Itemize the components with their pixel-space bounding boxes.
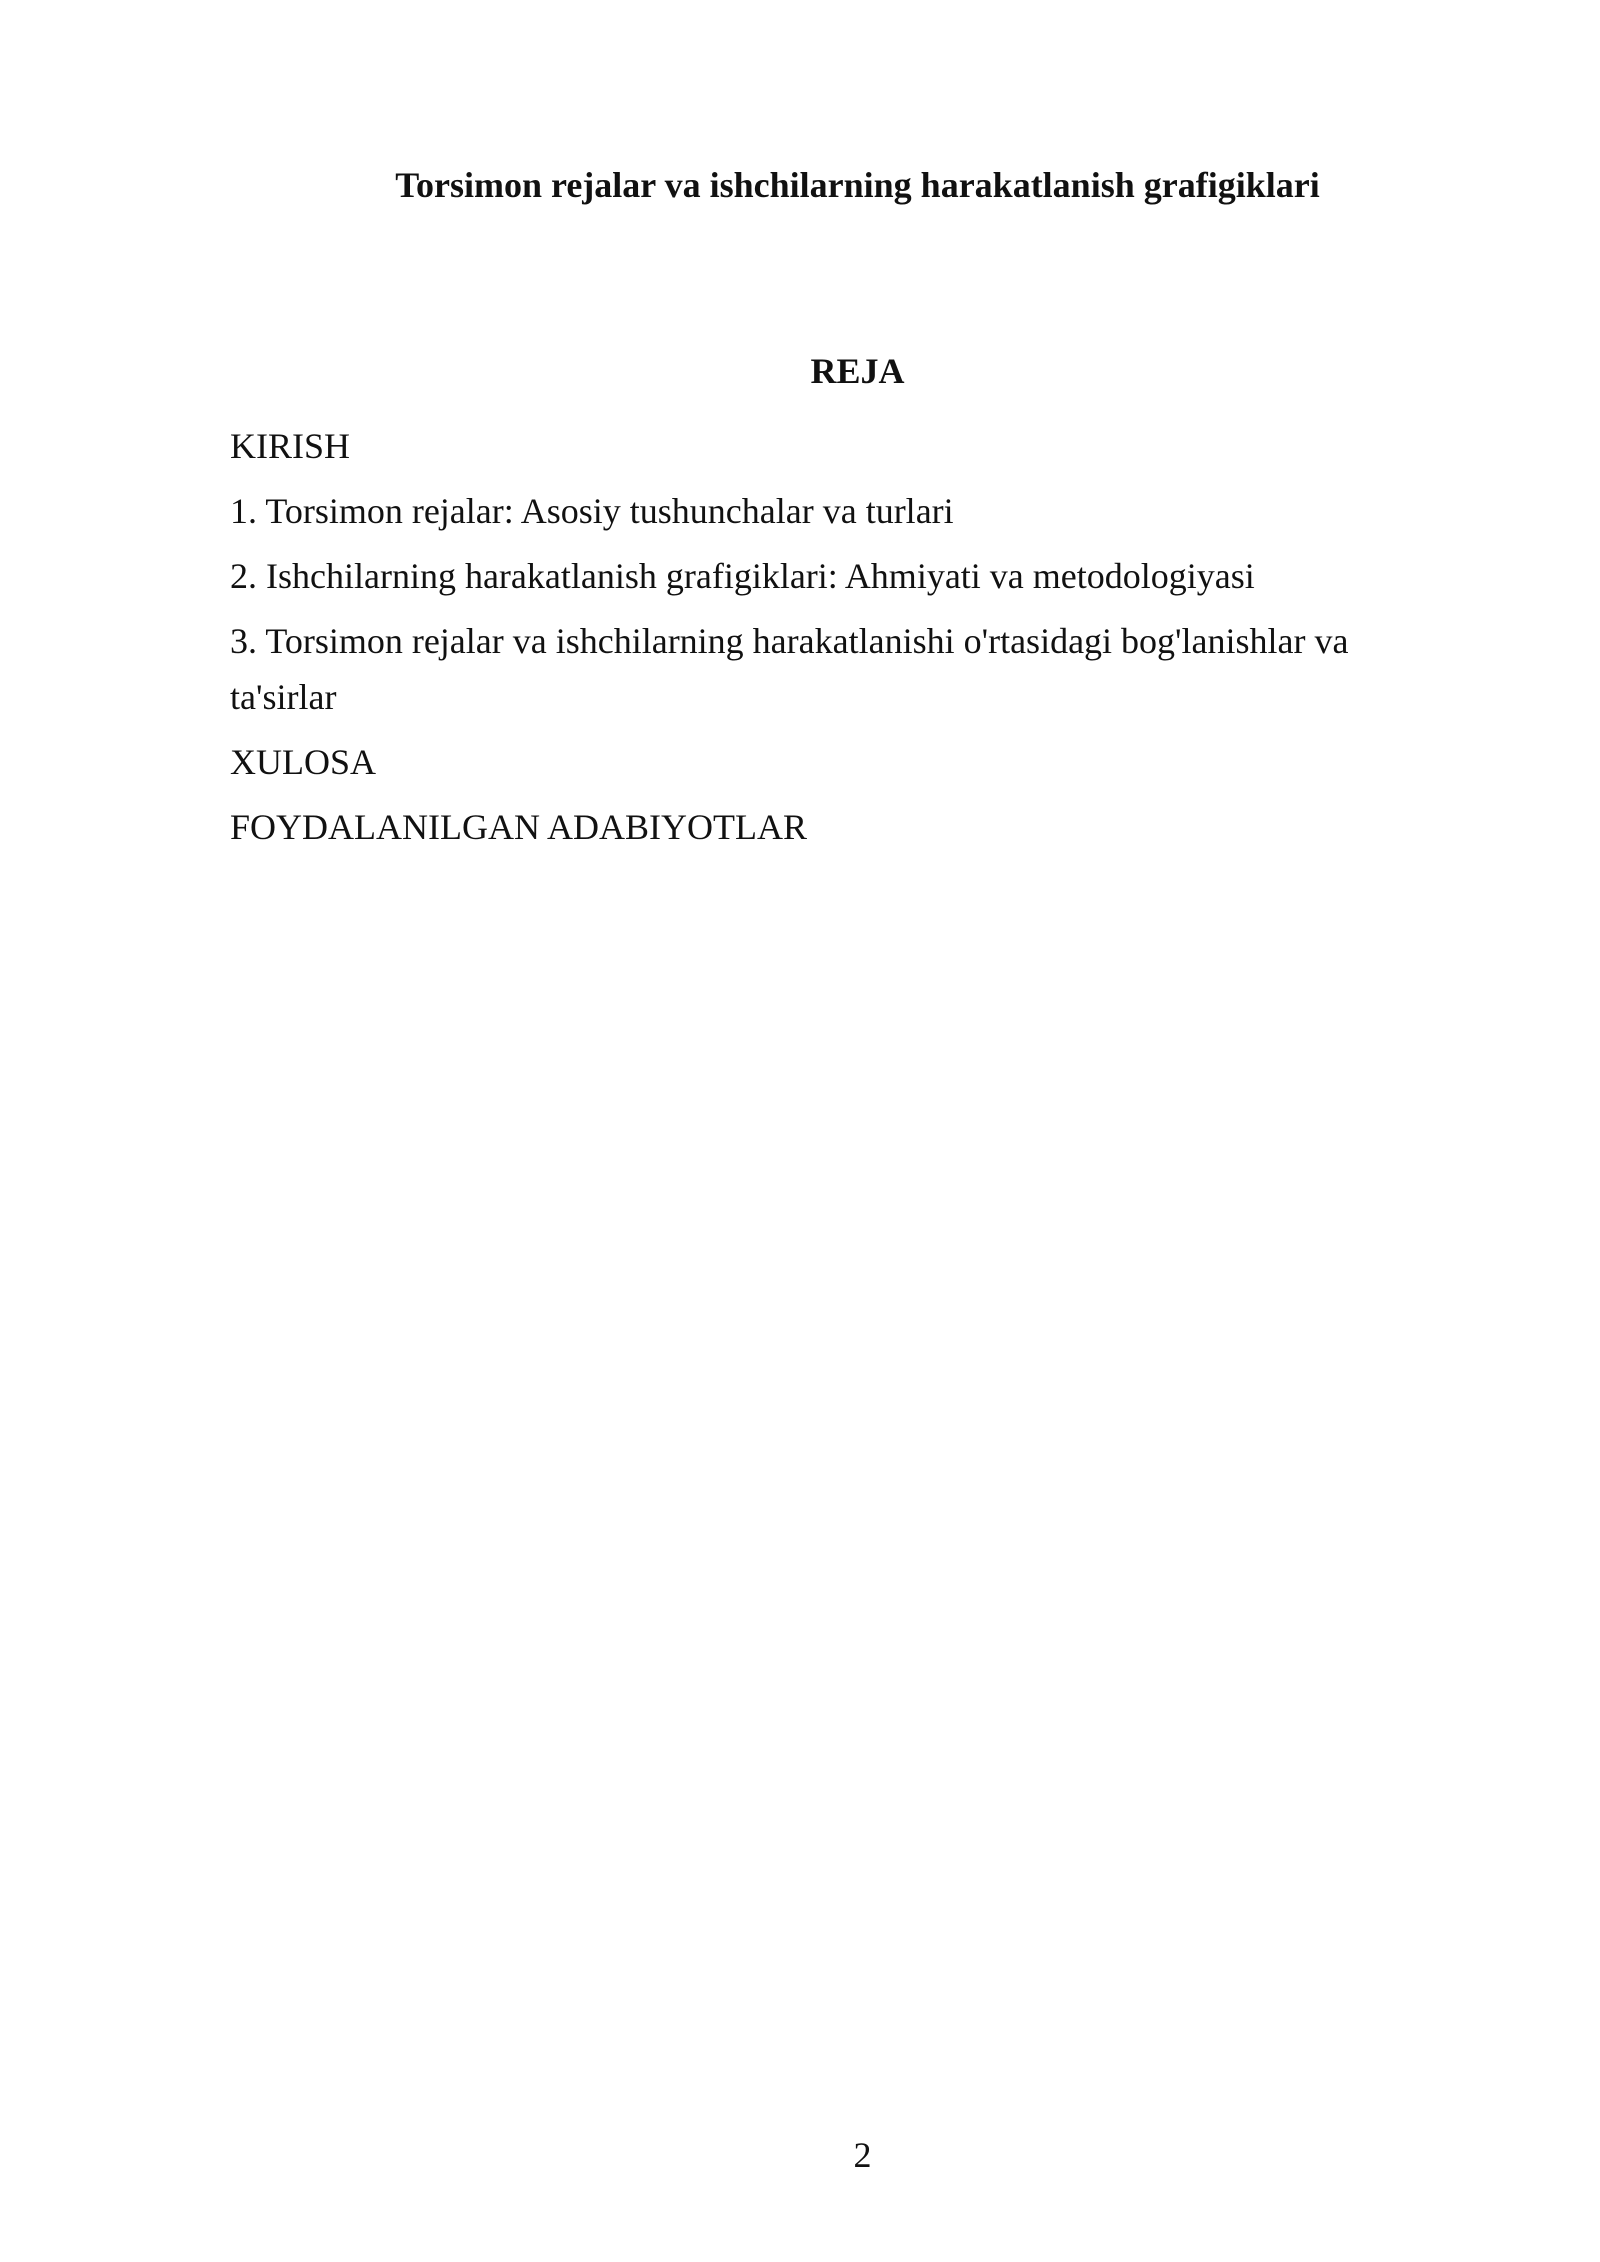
plan-item-1: 1. Torsimon rejalar: Asosiy tushunchalar va turlari	[230, 491, 954, 531]
plan-heading: REJA	[810, 351, 905, 391]
plan-list	[230, 418, 1430, 864]
plan-item-references: FOYDALANILGAN ADABIYOTLAR	[230, 807, 807, 847]
page-number: 2	[853, 2135, 872, 2175]
plan-item-introduction: KIRISH	[230, 426, 351, 466]
plan-item-2: 2. Ishchilarning harakatlanish grafigiklari: Ahmiyati va metodologiyasi	[230, 556, 1255, 596]
document-title: Torsimon rejalar va ishchilarning harakatlanish grafigiklari	[395, 165, 1320, 205]
plan-item-conclusion: XULOSA	[230, 742, 377, 782]
plan-item-3: 3. Torsimon rejalar va ishchilarning harakatlanishi o'rtasidagi bog'lanishlar va ta'sirlar	[230, 621, 1349, 717]
